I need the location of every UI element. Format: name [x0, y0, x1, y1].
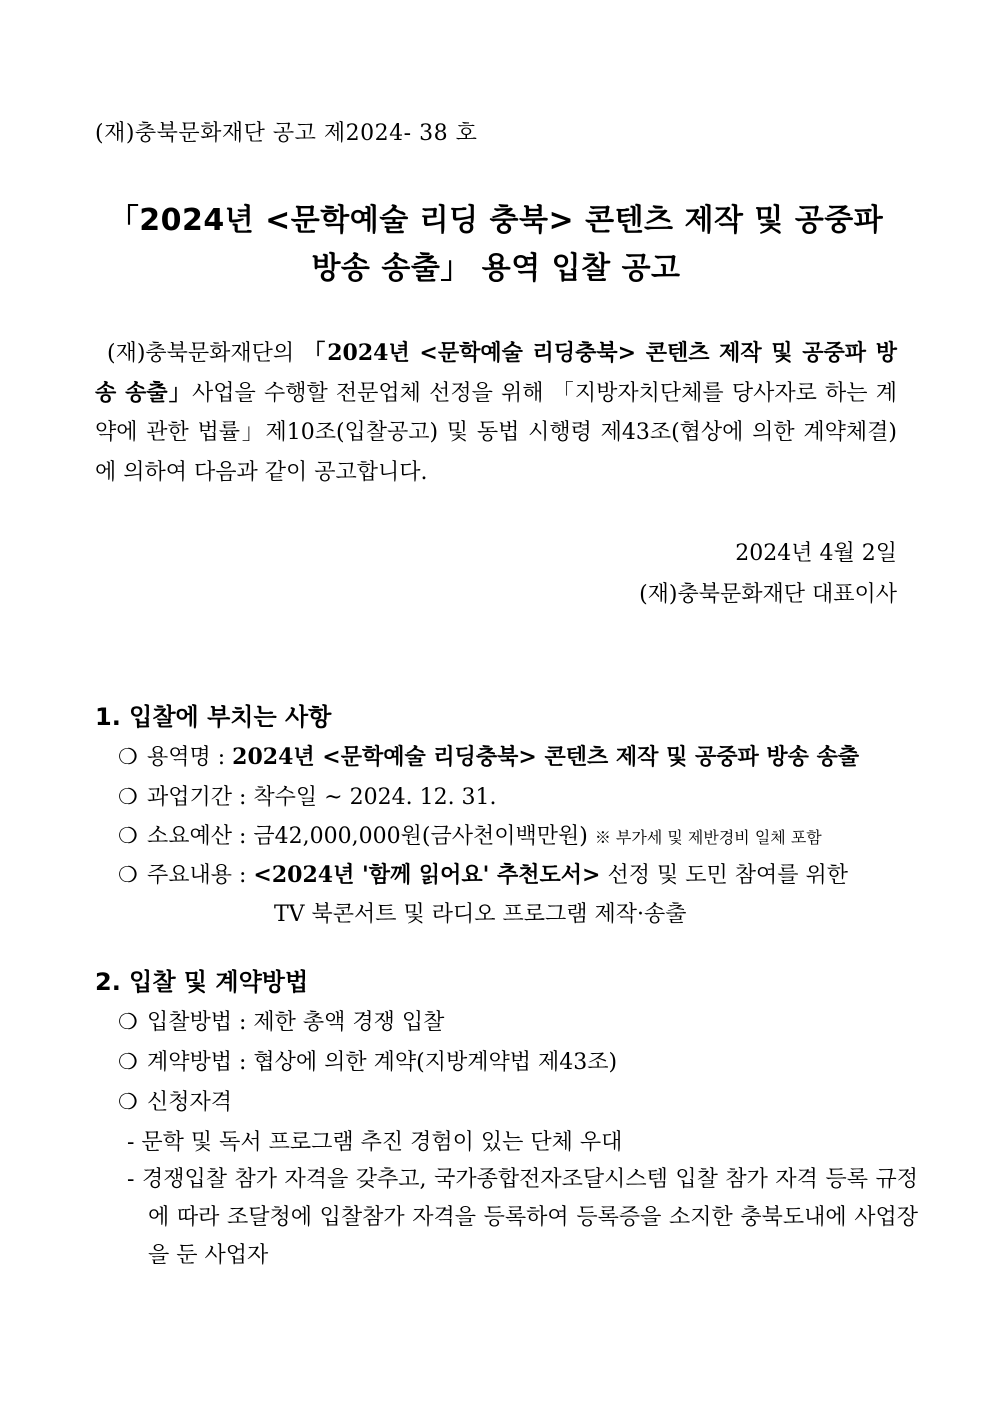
qualification-text: - 경쟁입찰 참가 자격을 갖추고, 국가종합전자조달시스템 입찰 참가 자격 등록 규정에 따라 조달청에 입찰참가 자격을 등록하여 등록증을 소지한 충북도내에 사업장을 둔 사업자 — [127, 1167, 918, 1268]
qualification-item — [127, 1161, 918, 1275]
circle-bullet-icon: ❍ — [118, 863, 138, 888]
circle-bullet-icon: ❍ — [118, 745, 138, 770]
item-label: 소요예산 : — [147, 824, 254, 849]
circle-bullet-icon: ❍ — [118, 785, 138, 810]
item-text: 신청자격 — [147, 1090, 233, 1115]
list-item — [118, 858, 848, 889]
intro-text-end: 사업을 수행할 전문업체 선정을 위해 「지방자치단체를 당사자로 하는 계약에 관한 법률」제10조(입찰공고) 및 동법 시행령 제43조(협상에 의한 계약체결)에 의하여 다음과 같이 공고합니다. — [95, 380, 897, 485]
item-label: 주요내용 : — [147, 863, 254, 888]
item-value: 금42,000,000원(금사천이백만원) — [253, 824, 588, 849]
item-label: 과업기간 : — [147, 785, 254, 810]
item-note: ※ 부가세 및 제반경비 일체 포함 — [594, 828, 822, 847]
item-label: 용역명 : — [147, 745, 233, 770]
intro-project-name: 「2024년 <문학예술 리딩충북> 콘텐츠 제작 및 공중파 방송 송출」 — [95, 340, 897, 406]
notice-number: (재)충북문화재단 공고 제2024- 38 호 — [95, 121, 478, 146]
item-value-bold: 2024년 <문학예술 리딩충북> 콘텐츠 제작 및 공중파 방송 송출 — [232, 744, 860, 770]
list-item — [118, 740, 859, 771]
item-continuation: TV 북콘서트 및 라디오 프로그램 제작·송출 — [274, 902, 687, 927]
section-1-heading: 1. 입찰에 부치는 사항 — [95, 703, 332, 731]
circle-bullet-icon: ❍ — [118, 1090, 138, 1115]
signer: (재)충북문화재단 대표이사 — [639, 582, 897, 607]
item-text: 입찰방법 : 제한 총액 경쟁 입찰 — [147, 1010, 445, 1035]
item-text: 계약방법 : 협상에 의한 계약(지방계약법 제43조) — [147, 1050, 618, 1075]
qualification-item: - 문학 및 독서 프로그램 추진 경험이 있는 단체 우대 — [127, 1130, 623, 1155]
intro-text-start: (재)충북문화재단의 — [107, 341, 304, 366]
document-title-line1: 「2024년 <문학예술 리딩 충북> 콘텐츠 제작 및 공중파 — [108, 203, 884, 238]
list-item — [118, 1005, 444, 1036]
item-value: 착수일 ~ 2024. 12. 31. — [253, 785, 497, 810]
list-item — [118, 1045, 617, 1076]
item-value-bold: <2024년 '함께 읽어요' 추천도서> — [253, 862, 601, 888]
document-title-line2: 방송 송출」 용역 입찰 공고 — [311, 251, 681, 286]
section-2-heading: 2. 입찰 및 계약방법 — [95, 968, 309, 996]
circle-bullet-icon: ❍ — [118, 1010, 138, 1035]
circle-bullet-icon: ❍ — [118, 824, 138, 849]
list-item — [118, 780, 497, 811]
item-value: 선정 및 도민 참여를 위한 — [600, 863, 848, 888]
announcement-date: 2024년 4월 2일 — [735, 541, 897, 566]
list-item — [118, 819, 822, 850]
circle-bullet-icon: ❍ — [118, 1050, 138, 1075]
list-item — [118, 1085, 232, 1116]
intro-paragraph — [95, 334, 897, 492]
